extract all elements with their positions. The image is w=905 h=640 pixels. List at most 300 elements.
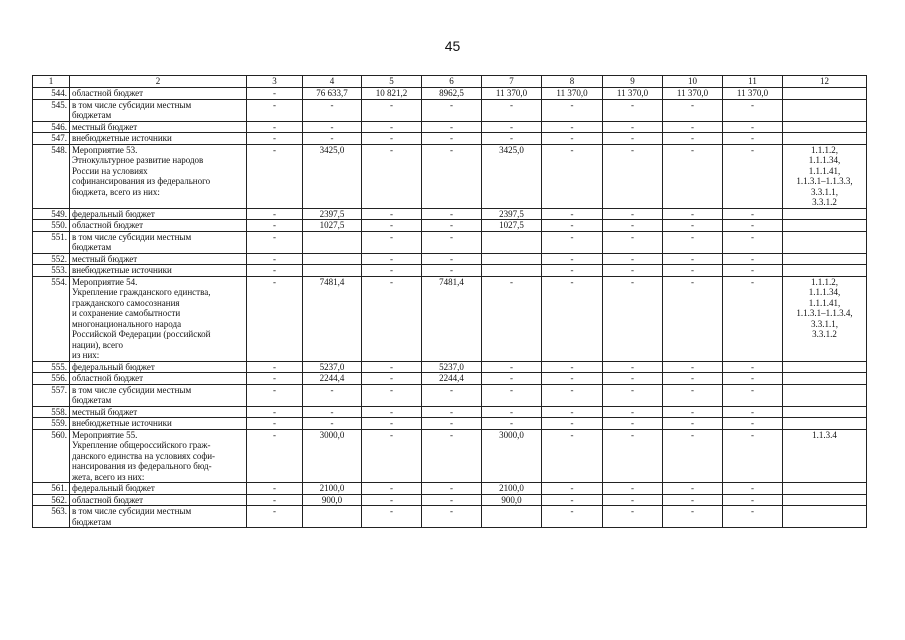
title-line: нансирования из федерального бюд- [72, 461, 212, 471]
value-cell: 8962,5 [422, 88, 482, 100]
value-cell: - [422, 265, 482, 277]
value-cell: - [247, 429, 303, 483]
value-cell: - [663, 373, 723, 385]
row-title [70, 361, 247, 373]
column-header: 7 [482, 76, 542, 88]
title-line: Мероприятие 53. [72, 144, 138, 155]
value-cell: - [542, 373, 603, 385]
table-row [33, 483, 867, 495]
value-cell: - [723, 506, 783, 528]
value-cell: - [542, 220, 603, 232]
value-cell: - [723, 276, 783, 361]
value-cell: - [422, 384, 482, 406]
row-number: 555. [33, 361, 70, 373]
value-cell: - [247, 361, 303, 373]
value-cell: - [723, 133, 783, 145]
value-cell: - [362, 220, 422, 232]
ref-line: 3.3.1.2 [812, 197, 837, 207]
value-cell: - [362, 373, 422, 385]
value-cell [482, 506, 542, 528]
value-cell: - [247, 483, 303, 495]
value-cell: - [542, 133, 603, 145]
value-cell: - [247, 99, 303, 121]
value-cell: - [603, 220, 663, 232]
title-line: в том числе субсидии местным [72, 506, 192, 516]
value-cell: - [422, 418, 482, 430]
value-cell: - [723, 384, 783, 406]
indicator-refs [783, 429, 867, 483]
value-cell: - [663, 418, 723, 430]
value-cell: 3000,0 [303, 429, 362, 483]
value-cell [482, 253, 542, 265]
value-cell: - [422, 99, 482, 121]
table-row [33, 133, 867, 145]
value-cell: - [542, 406, 603, 418]
row-title [70, 265, 247, 277]
value-cell: - [362, 384, 422, 406]
indicator-refs [783, 276, 867, 361]
value-cell: - [482, 121, 542, 133]
value-cell: - [247, 373, 303, 385]
value-cell: - [247, 121, 303, 133]
value-cell: - [542, 144, 603, 208]
indicator-refs [783, 265, 867, 277]
row-number: 557. [33, 384, 70, 406]
row-title [70, 373, 247, 385]
value-cell: - [603, 373, 663, 385]
table-row [33, 231, 867, 253]
value-cell: - [362, 494, 422, 506]
value-cell: - [603, 384, 663, 406]
value-cell: - [422, 506, 482, 528]
column-header: 1 [33, 76, 70, 88]
value-cell: - [247, 253, 303, 265]
value-cell: - [542, 384, 603, 406]
row-number: 546. [33, 121, 70, 133]
title-line: и сохранение самобытности [72, 308, 181, 318]
value-cell: - [542, 418, 603, 430]
ref-line: 1.1.1.34, [808, 155, 841, 165]
value-cell: - [603, 418, 663, 430]
value-cell: - [542, 121, 603, 133]
value-cell: - [247, 384, 303, 406]
value-cell: - [603, 276, 663, 361]
value-cell: - [542, 483, 603, 495]
column-header: 4 [303, 76, 362, 88]
row-number: 561. [33, 483, 70, 495]
row-number: 553. [33, 265, 70, 277]
title-line: Укрепление общероссийского граж- [72, 440, 211, 450]
value-cell: - [482, 276, 542, 361]
value-cell: - [723, 253, 783, 265]
value-cell: - [542, 208, 603, 220]
title-line: внебюджетные источники [72, 133, 172, 143]
value-cell: - [723, 406, 783, 418]
title-line: России на условиях [72, 165, 148, 176]
value-cell: - [542, 429, 603, 483]
table-row [33, 406, 867, 418]
indicator-refs [783, 121, 867, 133]
value-cell: - [663, 99, 723, 121]
value-cell: - [482, 384, 542, 406]
value-cell: - [663, 494, 723, 506]
value-cell: 5237,0 [303, 361, 362, 373]
value-cell: 11 370,0 [663, 88, 723, 100]
value-cell: 1027,5 [303, 220, 362, 232]
value-cell: - [303, 121, 362, 133]
indicator-refs [783, 144, 867, 208]
indicator-refs [783, 133, 867, 145]
value-cell: - [422, 208, 482, 220]
value-cell: - [247, 231, 303, 253]
title-line: внебюджетные источники [72, 265, 172, 275]
value-cell: - [362, 133, 422, 145]
indicator-refs [783, 418, 867, 430]
value-cell: 11 370,0 [723, 88, 783, 100]
title-line: местный бюджет [72, 406, 138, 417]
value-cell: - [723, 121, 783, 133]
value-cell: - [362, 276, 422, 361]
row-title [70, 253, 247, 265]
ref-line: 1.1.1.41, [808, 297, 841, 308]
title-line: бюджетам [72, 110, 112, 120]
value-cell: - [422, 220, 482, 232]
indicator-refs [783, 494, 867, 506]
value-cell: - [603, 231, 663, 253]
table-row [33, 253, 867, 265]
value-cell: 1027,5 [482, 220, 542, 232]
title-line: местный бюджет [72, 121, 138, 132]
value-cell: - [362, 121, 422, 133]
title-line: областной бюджет [72, 220, 144, 230]
row-number: 556. [33, 373, 70, 385]
value-cell: - [603, 265, 663, 277]
row-title [70, 384, 247, 406]
value-cell: - [362, 253, 422, 265]
value-cell: - [362, 208, 422, 220]
value-cell: 2244,4 [422, 373, 482, 385]
title-line: Российской Федерации (российской [72, 329, 211, 339]
row-number: 544. [33, 88, 70, 100]
value-cell: - [362, 429, 422, 483]
ref-line: 3.3.1.2 [812, 329, 837, 339]
ref-line: 1.1.3.1–1.1.3.4, [796, 308, 853, 318]
indicator-refs [783, 99, 867, 121]
value-cell: - [247, 144, 303, 208]
value-cell: - [542, 506, 603, 528]
row-number: 545. [33, 99, 70, 121]
row-number: 547. [33, 133, 70, 145]
value-cell: - [603, 361, 663, 373]
value-cell: - [603, 494, 663, 506]
title-line: Этнокультурное развитие народов [72, 155, 204, 165]
value-cell: - [723, 429, 783, 483]
value-cell: - [723, 373, 783, 385]
value-cell: - [663, 253, 723, 265]
value-cell: 7481,4 [422, 276, 482, 361]
row-title [70, 406, 247, 418]
row-number: 550. [33, 220, 70, 232]
value-cell: - [247, 506, 303, 528]
column-header: 12 [783, 76, 867, 88]
title-line: областной бюджет [72, 373, 144, 383]
value-cell [482, 265, 542, 277]
row-title [70, 494, 247, 506]
value-cell: - [247, 276, 303, 361]
table-row [33, 88, 867, 100]
value-cell: - [723, 494, 783, 506]
column-header: 3 [247, 76, 303, 88]
value-cell: - [603, 483, 663, 495]
value-cell: - [663, 361, 723, 373]
title-line: гражданского самосознания [72, 297, 180, 308]
page-number: 45 [444, 38, 461, 54]
value-cell: - [482, 406, 542, 418]
title-line: федеральный бюджет [72, 361, 155, 372]
value-cell: 11 370,0 [542, 88, 603, 100]
value-cell [303, 506, 362, 528]
ref-line: 1.1.1.41, [808, 165, 841, 176]
table-row [33, 265, 867, 277]
row-title [70, 121, 247, 133]
value-cell: - [663, 429, 723, 483]
value-cell: - [422, 494, 482, 506]
value-cell: - [723, 208, 783, 220]
title-line: бюджетам [72, 395, 112, 405]
value-cell: - [247, 220, 303, 232]
value-cell: - [663, 208, 723, 220]
title-line: бюджетам [72, 242, 112, 252]
value-cell: - [422, 133, 482, 145]
indicator-refs [783, 483, 867, 495]
title-line: жета, всего из них: [72, 471, 145, 482]
table-row [33, 418, 867, 430]
title-line: из них: [72, 350, 100, 360]
value-cell: - [362, 231, 422, 253]
value-cell: - [603, 144, 663, 208]
value-cell: - [303, 406, 362, 418]
table-row [33, 220, 867, 232]
title-line: данского единства на условиях софи- [72, 450, 216, 461]
table-row [33, 494, 867, 506]
ref-line: 3.3.1.1, [811, 318, 838, 329]
title-line: областной бюджет [72, 494, 144, 505]
value-cell: - [663, 406, 723, 418]
indicator-refs [783, 208, 867, 220]
value-cell: - [303, 99, 362, 121]
row-number: 551. [33, 231, 70, 253]
title-line: Мероприятие 55. [72, 429, 138, 440]
title-line: Мероприятие 54. [72, 276, 138, 287]
value-cell: - [603, 506, 663, 528]
value-cell: 11 370,0 [482, 88, 542, 100]
value-cell: 900,0 [482, 494, 542, 506]
value-cell: - [303, 133, 362, 145]
value-cell: 2100,0 [303, 483, 362, 495]
value-cell: - [663, 121, 723, 133]
table-row [33, 208, 867, 220]
title-line: многонационального народа [72, 318, 182, 329]
row-title [70, 220, 247, 232]
value-cell: 7481,4 [303, 276, 362, 361]
row-number: 548. [33, 144, 70, 208]
value-cell: - [603, 99, 663, 121]
value-cell: - [422, 144, 482, 208]
value-cell: - [362, 418, 422, 430]
value-cell: - [663, 133, 723, 145]
row-title [70, 429, 247, 483]
indicator-refs [783, 361, 867, 373]
row-number: 558. [33, 406, 70, 418]
value-cell: - [542, 265, 603, 277]
row-title [70, 208, 247, 220]
title-line: в том числе субсидии местным [72, 99, 192, 110]
value-cell: - [303, 384, 362, 406]
indicator-refs [783, 506, 867, 528]
value-cell [482, 231, 542, 253]
value-cell: - [663, 276, 723, 361]
value-cell: - [663, 231, 723, 253]
value-cell: - [482, 373, 542, 385]
value-cell: - [723, 265, 783, 277]
value-cell: 76 633,7 [303, 88, 362, 100]
value-cell: - [542, 361, 603, 373]
value-cell [303, 265, 362, 277]
column-header: 2 [70, 76, 247, 88]
value-cell: - [362, 406, 422, 418]
value-cell: 3425,0 [482, 144, 542, 208]
value-cell: 3000,0 [482, 429, 542, 483]
value-cell: 2244,4 [303, 373, 362, 385]
ref-line: 1.1.1.2, [811, 144, 838, 155]
value-cell: - [422, 253, 482, 265]
value-cell: 900,0 [303, 494, 362, 506]
value-cell: - [723, 231, 783, 253]
column-header: 8 [542, 76, 603, 88]
value-cell: - [482, 361, 542, 373]
ref-line: 1.1.3.1–1.1.3.3, [796, 176, 853, 186]
table-row [33, 506, 867, 528]
value-cell: - [542, 231, 603, 253]
value-cell: - [247, 133, 303, 145]
value-cell: - [362, 144, 422, 208]
value-cell: - [603, 429, 663, 483]
row-title [70, 276, 247, 361]
value-cell: - [362, 483, 422, 495]
value-cell: - [603, 208, 663, 220]
indicator-refs [783, 253, 867, 265]
value-cell: 3425,0 [303, 144, 362, 208]
ref-line: 1.1.3.4 [812, 429, 837, 440]
value-cell: - [603, 133, 663, 145]
row-title [70, 231, 247, 253]
value-cell [303, 253, 362, 265]
value-cell: - [422, 406, 482, 418]
value-cell: 11 370,0 [603, 88, 663, 100]
table-row [33, 276, 867, 361]
title-line: в том числе субсидии местным [72, 231, 192, 242]
row-number: 559. [33, 418, 70, 430]
ref-line: 1.1.1.34, [808, 287, 841, 297]
indicator-refs [783, 231, 867, 253]
value-cell: - [422, 121, 482, 133]
title-line: в том числе субсидии местным [72, 384, 192, 395]
value-cell: - [247, 88, 303, 100]
value-cell: - [663, 483, 723, 495]
value-cell: - [362, 361, 422, 373]
table-row [33, 429, 867, 483]
row-title [70, 99, 247, 121]
value-cell: - [723, 483, 783, 495]
value-cell: 2397,5 [303, 208, 362, 220]
column-header: 10 [663, 76, 723, 88]
title-line: бюджетам [72, 516, 112, 527]
value-cell: - [723, 418, 783, 430]
value-cell: - [362, 506, 422, 528]
value-cell: 2100,0 [482, 483, 542, 495]
value-cell: - [603, 406, 663, 418]
value-cell: - [362, 99, 422, 121]
indicator-refs [783, 406, 867, 418]
title-line: Укрепление гражданского единства, [72, 287, 211, 297]
row-title [70, 133, 247, 145]
row-number: 554. [33, 276, 70, 361]
value-cell [303, 231, 362, 253]
row-title [70, 483, 247, 495]
value-cell: - [663, 265, 723, 277]
table-row [33, 144, 867, 208]
table-row [33, 384, 867, 406]
value-cell: - [247, 406, 303, 418]
value-cell: - [663, 220, 723, 232]
ref-line: 3.3.1.1, [811, 186, 838, 197]
title-line: федеральный бюджет [72, 208, 155, 219]
table-row [33, 121, 867, 133]
value-cell: - [723, 144, 783, 208]
value-cell: - [663, 506, 723, 528]
table-body [33, 88, 867, 528]
value-cell: - [247, 418, 303, 430]
table-row [33, 361, 867, 373]
indicator-refs [783, 384, 867, 406]
value-cell: - [247, 265, 303, 277]
row-number: 552. [33, 253, 70, 265]
value-cell: - [723, 361, 783, 373]
title-line [72, 197, 244, 208]
value-cell: 2397,5 [482, 208, 542, 220]
value-cell: - [603, 253, 663, 265]
value-cell: - [542, 494, 603, 506]
row-title [70, 88, 247, 100]
title-line: внебюджетные источники [72, 418, 172, 428]
row-number: 563. [33, 506, 70, 528]
value-cell: - [303, 418, 362, 430]
value-cell: - [422, 429, 482, 483]
row-number: 562. [33, 494, 70, 506]
row-title [70, 418, 247, 430]
value-cell: - [482, 133, 542, 145]
row-number: 549. [33, 208, 70, 220]
value-cell: - [247, 494, 303, 506]
indicator-refs [783, 88, 867, 100]
value-cell: 5237,0 [422, 361, 482, 373]
value-cell: - [422, 483, 482, 495]
column-header: 9 [603, 76, 663, 88]
row-title [70, 144, 247, 208]
title-line: федеральный бюджет [72, 483, 155, 493]
title-line: областной бюджет [72, 88, 144, 98]
value-cell: - [542, 276, 603, 361]
